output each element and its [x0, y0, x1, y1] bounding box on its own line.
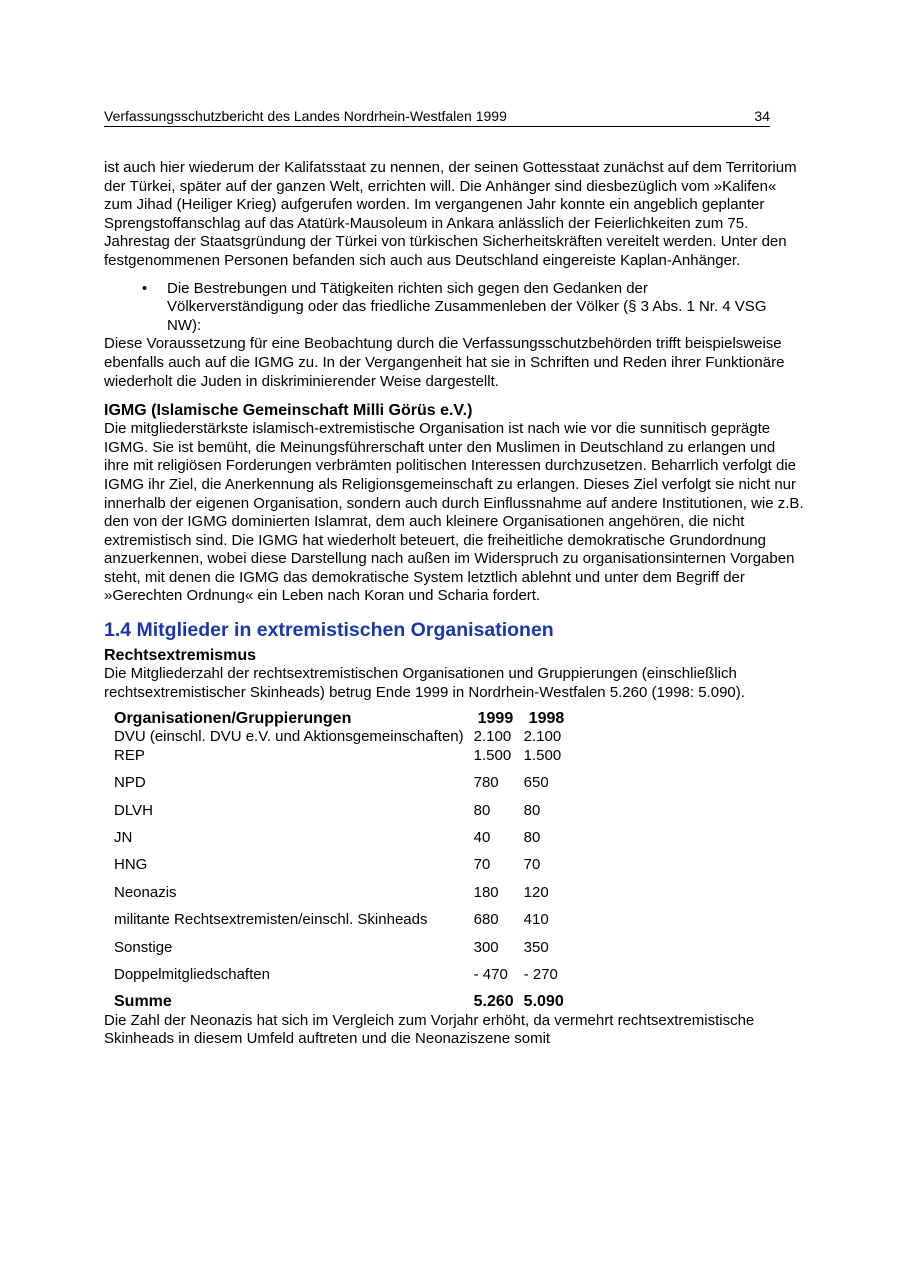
members-table: [114, 710, 564, 1012]
row-value-1999: 780: [473, 774, 499, 792]
row-value-1998: 80: [523, 829, 541, 847]
closing-paragraph: Die Zahl der Neonazis hat sich im Vergleich zum Vorjahr erhöht, da vermehrt rechtsextremistische Skinheads in diesem Umfeld auftreten und die Neonaziszene somit: [104, 1011, 755, 1048]
igmg-paragraph: Die mitgliederstärkste islamisch-extremistische Organisation ist nach wie vor die sunnitisch geprägte IGMG. Sie ist bemüht, die Meinungsführerschaft unter den Muslimen in Deutschland zu erlangen und ihre mit religiösen Forderungen verbrämten politischen Interessen durchzusetzen. Beharrlich verfolgt die IGMG ihr Ziel, die Anerkennung als Religionsgemeinschaft zu erlangen. Dieses Ziel verfolgt sie nicht nur innerhalb der eigenen Organisation, sondern auch durch Einflussnahme auf andere Institutionen, wie z.B. den von der IGMG dominierten Islamrat, dem auch kleinere Organisationen angehören, die nicht extremistisch sind. Die IGMG hat wiederholt beteuert, die freiheitliche demokratische Grundordnung anzuerkennen, wobei diese Darstellung nach außen im Widerspruch zu organisationsinternen Vorgaben steht, mit denen die IGMG das demokratische System letztlich ablehnt und unter dem Begriff der »Gerechten Ordnung« ein Leben nach Koran und Scharia fordert.: [104, 420, 804, 605]
table-sum-row: [114, 993, 564, 1011]
header-title: Verfassungsschutzbericht des Landes Nordrhein-Westfalen 1999: [104, 108, 507, 124]
bullet-text: Die Bestrebungen und Tätigkeiten richten sich gegen den Gedanken der Völkerverständigung oder das friedliche Zusammenleben der Völker (§ 3 Abs. 1 Nr. 4 VSG NW):: [167, 279, 767, 334]
row-value-1999: - 470: [473, 965, 508, 983]
bullet-item: [104, 280, 804, 336]
table-row: [114, 939, 564, 966]
row-value-1998: 350: [523, 938, 549, 956]
header-organisation: Organisationen/Gruppierungen: [114, 710, 352, 728]
row-value-1999: 180: [473, 883, 499, 901]
document-body: [104, 159, 804, 1049]
row-value-1998: 70: [523, 856, 541, 874]
intro-paragraph: ist auch hier wiederum der Kalifatsstaat zu nennen, der seinen Gottesstaat zunächst auf dem Territorium der Türkei, später auf der ganzen Welt, errichten will. Die Anhänger sind diesbezüglich vom »Kalifen« zum Jihad (Heiliger Krieg) aufgerufen worden. Im vergangenen Jahr konnte ein angeblich geplanter Sprengstoffanschlag auf das Atatürk-Mausoleum in Ankara anlässlich der Feierlichkeiten zum 75. Jahrestag der Staatsgründung der Türkei von türkischen Sicherheitskräften vereitelt werden. Unter den festgenommenen Personen befanden sich auch aus Deutschland eingereiste Kaplan-Anhänger.: [104, 159, 797, 269]
row-value-1998: 80: [523, 801, 541, 819]
header-1999: 1999: [477, 710, 514, 728]
table-row: [114, 884, 564, 911]
sum-value-1998: 5.090: [523, 993, 564, 1011]
rechtsextremismus-heading: Rechtsextremismus: [104, 647, 257, 665]
table-row: [114, 911, 564, 938]
table-row: [114, 774, 564, 801]
row-value-1998: 2.100: [523, 728, 562, 746]
table-row: [114, 829, 564, 856]
table-header-row: [114, 710, 564, 728]
row-value-1999: 2.100: [473, 728, 512, 746]
row-value-1999: 40: [473, 829, 491, 847]
row-label: JN: [114, 829, 133, 847]
row-value-1998: - 270: [523, 965, 558, 983]
page-header: [104, 107, 770, 127]
row-value-1999: 70: [473, 856, 491, 874]
row-value-1998: 1.500: [523, 746, 562, 764]
row-value-1998: 410: [523, 911, 549, 929]
row-value-1998: 120: [523, 883, 549, 901]
row-value-1999: 300: [473, 938, 499, 956]
section-heading: 1.4 Mitglieder in extremistischen Organisationen: [104, 619, 554, 642]
row-label: Sonstige: [114, 938, 173, 956]
table-row: [114, 856, 564, 883]
row-label: militante Rechtsextremisten/einschl. Skinheads: [114, 911, 428, 929]
row-label: REP: [114, 746, 145, 764]
row-label: DLVH: [114, 801, 153, 819]
rechtsextremismus-paragraph: Die Mitgliederzahl der rechtsextremistischen Organisationen und Gruppierungen (einschließlich rechtsextremistischer Skinheads) betrug Ende 1999 in Nordrhein-Westfalen 5.260 (1998: 5.090).: [104, 665, 745, 701]
table-row: [114, 747, 564, 774]
igmg-heading: IGMG (Islamische Gemeinschaft Milli Görüs e.V.): [104, 402, 473, 420]
table-row: [114, 802, 564, 829]
table-row: [114, 728, 564, 747]
row-value-1999: 680: [473, 911, 499, 929]
header-1998: 1998: [528, 710, 565, 728]
sum-label: Summe: [114, 993, 172, 1011]
row-label: HNG: [114, 856, 148, 874]
row-label: DVU (einschl. DVU e.V. und Aktionsgemeinschaften): [114, 728, 464, 746]
row-value-1998: 650: [523, 774, 549, 792]
row-label: NPD: [114, 774, 146, 792]
table-row: [114, 966, 564, 993]
row-label: Neonazis: [114, 883, 177, 901]
sum-value-1999: 5.260: [473, 993, 514, 1011]
row-label: Doppelmitgliedschaften: [114, 965, 270, 983]
bullet-icon: •: [142, 279, 148, 297]
page-number: 34: [754, 108, 770, 124]
row-value-1999: 1.500: [473, 746, 512, 764]
row-value-1999: 80: [473, 801, 491, 819]
after-bullet-paragraph: Diese Voraussetzung für eine Beobachtung durch die Verfassungsschutzbehörden trifft beispielsweise ebenfalls auch auf die IGMG zu. In der Vergangenheit hat sie in Schriften und Reden ihrer Funktionäre wiederholt die Juden in diskriminierender Weise dargestellt.: [104, 335, 785, 390]
